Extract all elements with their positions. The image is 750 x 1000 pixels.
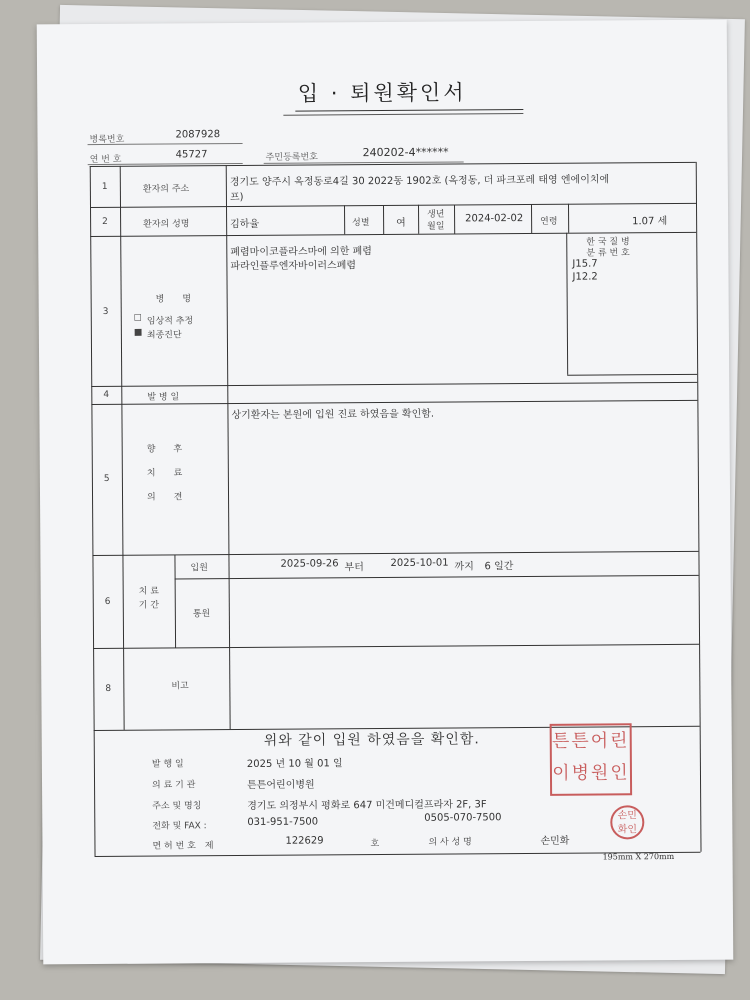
- diagnosis-line-1: 폐렴마이코플라스마에 의한 폐렴: [230, 246, 372, 259]
- final-diagnosis-label: 최종진단: [146, 330, 182, 341]
- period-col-divider: [174, 554, 176, 647]
- name-label: 환자의 성명: [143, 219, 190, 230]
- tel-number: 031-951-7500: [247, 816, 319, 828]
- row-divider: [91, 382, 697, 387]
- opinion-text: 상기환자는 본원에 입원 진료 하였음을 확인함.: [231, 408, 435, 422]
- row-number: 8: [105, 683, 112, 694]
- serial-number-value: 45727: [175, 149, 208, 161]
- admit-to-suffix: 까지: [454, 561, 474, 573]
- sex-divider: [383, 205, 384, 234]
- document-title: 입 · 퇴원확인서: [297, 80, 467, 106]
- doctor-label: 의 사 성 명: [428, 837, 472, 848]
- institution-name: 튼튼어린이병원: [247, 779, 315, 791]
- onset-date-label: 발 병 일: [147, 392, 180, 403]
- kcd-label: 한 국 질 병: [586, 237, 630, 248]
- issue-date-label: 발 행 일: [151, 759, 184, 770]
- row-divider: [92, 551, 698, 556]
- admit-days: 6 일간: [484, 561, 514, 573]
- birth-label: 생년: [427, 209, 445, 220]
- kcd-divider: [566, 233, 568, 375]
- remarks-label: 비고: [171, 681, 189, 692]
- outpatient-label: 통원: [192, 609, 211, 620]
- fax-number: 0505-070-7500: [424, 812, 502, 824]
- col-no-divider: [120, 166, 125, 730]
- rrn-value: 240202-4******: [362, 145, 449, 160]
- kcd-code-2: J12.2: [572, 271, 598, 283]
- diagnosis-label: 병 명: [155, 294, 192, 305]
- table-left-border: [90, 166, 96, 856]
- opinion-label-2: 치 료: [146, 468, 183, 479]
- diagnosis-line-2: 파라인플루엔자바이러스폐렴: [230, 260, 357, 273]
- kcd-bottom: [567, 374, 697, 376]
- issue-date-value: 2025 년 10 월 01 일: [246, 758, 343, 770]
- birth-label-divider: [418, 205, 419, 234]
- tel-fax-label: 전화 및 FAX :: [152, 821, 207, 832]
- sex-label-divider: [344, 205, 345, 234]
- reg-number-label: 병록번호: [89, 134, 125, 146]
- title-underline: [295, 109, 523, 112]
- birth-label-2: 월일: [427, 221, 445, 232]
- institution-address: 경기도 의정부시 평화로 647 미건메디컬프라자 2F, 3F: [247, 799, 487, 812]
- license-label: 면 허 번 호 제: [152, 841, 214, 852]
- opinion-label-1: 향 후: [146, 444, 183, 455]
- address-label: 환자의 주소: [142, 184, 190, 195]
- col-label-divider-2: [229, 647, 231, 729]
- address-name-label: 주소 및 명칭: [152, 801, 202, 812]
- admit-to-date: 2025-10-01: [390, 557, 449, 569]
- sex-label: 성별: [352, 218, 370, 229]
- admit-divider: [175, 575, 699, 580]
- age-value: 1.07 세: [632, 216, 668, 228]
- hospital-seal: 튼튼어린 이병원인: [550, 723, 633, 796]
- opinion-label-3: 의 견: [146, 492, 183, 503]
- license-number: 122629: [285, 835, 324, 847]
- row-number: 5: [103, 473, 110, 484]
- kcd-label-2: 분 류 번 호: [586, 248, 630, 259]
- period-label-1: 치 료: [138, 586, 159, 597]
- col-label-divider: [226, 165, 230, 554]
- table-right-border: [696, 162, 702, 852]
- paper-size-note: 195mm X 270mm: [602, 851, 675, 862]
- address-value-cont: 프): [229, 191, 244, 204]
- doctor-name: 손민화: [540, 835, 570, 847]
- reg-number-line: [88, 143, 243, 145]
- birth-value: 2024-02-02: [465, 213, 524, 225]
- address-value: 경기도 양주시 옥정동로4길 30 2022동 1902호 (옥정동, 더 파크포레 태영 엔에이치에: [229, 174, 610, 189]
- clinical-estimate-label: 임상적 추정: [146, 316, 194, 327]
- age-label-divider: [531, 204, 532, 233]
- confirm-statement: 위와 같이 입원 하였음을 확인함.: [263, 731, 480, 749]
- sex-value: 여: [396, 217, 406, 229]
- row-number: 6: [104, 596, 111, 607]
- row-divider: [93, 644, 699, 649]
- checkbox-filled-icon: ■: [133, 327, 143, 338]
- row-number: 3: [102, 306, 109, 317]
- patient-name: 김하율: [230, 218, 260, 231]
- row-number: 1: [101, 181, 108, 192]
- institution-label: 의 료 기 관: [152, 780, 196, 791]
- rrn-label: 주민등록번호: [265, 152, 318, 163]
- admit-from-date: 2025-09-26: [280, 558, 339, 570]
- admission-label: 입원: [190, 563, 208, 574]
- title-underline-2: [283, 113, 523, 116]
- certificate-sheet: [37, 20, 734, 965]
- reg-number-value: 2087928: [175, 129, 221, 141]
- row-divider: [90, 203, 696, 208]
- row-number: 4: [103, 389, 110, 400]
- admit-from-suffix: 부터: [344, 562, 364, 574]
- kcd-code-1: J15.7: [572, 258, 598, 270]
- age-label: 연령: [540, 216, 558, 227]
- age-divider: [568, 204, 569, 233]
- row-number: 2: [102, 216, 108, 227]
- period-label-divider: [228, 554, 230, 647]
- doctor-seal: 손민 화인: [610, 805, 644, 839]
- birth-divider: [454, 205, 455, 234]
- checkbox-empty-icon: ☐: [133, 313, 142, 324]
- serial-number-label: 연 번 호: [89, 154, 122, 166]
- period-label-2: 기 간: [138, 600, 160, 611]
- license-suffix: 호: [370, 839, 380, 850]
